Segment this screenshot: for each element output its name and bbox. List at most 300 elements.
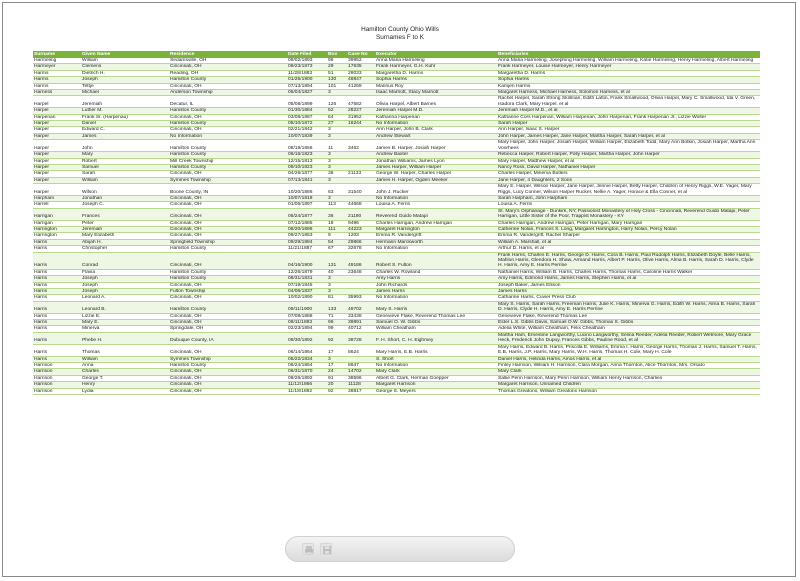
residence-cell: Decatur, IL — [169, 96, 287, 108]
date-filed-cell: 10/07/1839 — [287, 133, 327, 139]
case-no-cell: 40712 — [347, 326, 375, 332]
box-cell: 3 — [327, 289, 347, 295]
date-filed-cell: 11/12/1866 — [287, 382, 327, 388]
box-cell: 91 — [327, 375, 347, 381]
table-row — [33, 252, 760, 269]
save-icon — [322, 545, 332, 555]
table-row — [33, 388, 760, 394]
surname-cell: Harrell — [33, 202, 81, 208]
box-cell: 92 — [327, 332, 347, 344]
beneficiaries-cell: Sarah Harper — [497, 121, 760, 127]
date-filed-cell: 01/06/1897 — [287, 202, 327, 208]
beneficiaries-cell: Thomas Greatorix, William Greatorix Harrison — [497, 388, 760, 394]
date-filed-cell: 06/31/1870 — [287, 369, 327, 375]
executor-cell: James B. Harper, Josiah Harper — [375, 140, 497, 152]
box-cell: 52 — [327, 108, 347, 114]
column-header: Beneficiaries — [497, 51, 760, 58]
residence-cell: Hamilton County — [169, 269, 287, 275]
beneficiaries-cell: Genevieve Flake, Reverend Thomas Lee — [497, 313, 760, 319]
given-name-cell: Leonard A. — [81, 295, 169, 301]
given-name-cell: Michael — [81, 90, 169, 96]
surname-cell: Harper — [33, 164, 81, 170]
box-cell: 3 — [327, 152, 347, 158]
given-name-cell: Flavia — [81, 269, 169, 275]
executor-cell: Marinus Roy — [375, 83, 497, 89]
case-no-cell: 31540 — [347, 184, 375, 196]
beneficiaries-cell: Catherine Nolan, Frances S. Long, Margaret Harrington, Harry Nolan, Percy Nolan — [497, 226, 760, 232]
residence-cell: Cincinnati, OH — [169, 295, 287, 301]
box-cell: 36 — [327, 171, 347, 177]
case-no-cell: 29866 — [347, 239, 375, 245]
box-cell: 29 — [327, 64, 347, 70]
beneficiaries-cell: Daniel Harris, Helinda Harris, Amos Harris, et al — [497, 356, 760, 362]
given-name-cell: Jeremiah — [81, 96, 169, 108]
beneficiaries-cell: Jane Harper, 4 Daughters, 2 Sons — [497, 177, 760, 183]
residence-cell: Cincinnati, OH — [169, 220, 287, 226]
surname-cell: Harms — [33, 83, 81, 89]
date-filed-cell: 05/04/1827 — [287, 90, 327, 96]
given-name-cell: Joseph — [81, 276, 169, 282]
box-cell: 36 — [327, 208, 347, 220]
surname-cell: Harris — [33, 239, 81, 245]
date-filed-cell: 09/11/1900 — [287, 301, 327, 313]
executor-cell: Louisa A. Ferris — [375, 202, 497, 208]
surname-cell: Harness — [33, 90, 81, 96]
date-filed-cell: 07/19/1845 — [287, 282, 327, 288]
residence-cell: Cincinnati, OH — [169, 202, 287, 208]
residence-cell: Sedamsville, OH — [169, 58, 287, 64]
case-no-cell: 31952 — [347, 114, 375, 120]
given-name-cell: Conrad — [81, 252, 169, 269]
given-name-cell: Jonathan — [81, 195, 169, 201]
box-cell: 3 — [327, 195, 347, 201]
case-no-cell: 38596 — [347, 375, 375, 381]
case-no-cell: 48847 — [347, 77, 375, 83]
column-header: Executor — [375, 51, 497, 58]
beneficiaries-cell: Katharine Cors Harpenan, William Harpenan, John Harpenan, Frank Harpenan Jr., Lizzie Wolter — [497, 114, 760, 120]
table-row — [33, 96, 760, 108]
given-name-cell: Henry — [81, 382, 169, 388]
case-no-cell: 11128 — [347, 382, 375, 388]
executor-cell: Ann Harper, John B. Clark — [375, 127, 497, 133]
column-header: Surname — [33, 51, 81, 58]
date-filed-cell: 07/08/1888 — [287, 313, 327, 319]
executor-cell: Isaac Marriott, Stacy Marriott — [375, 90, 497, 96]
box-cell: 3 — [327, 158, 347, 164]
surname-cell: Harpenan — [33, 114, 81, 120]
executor-cell: No Information — [375, 362, 497, 368]
residence-cell: Springfield Township — [169, 239, 287, 245]
beneficiaries-cell: James Harris — [497, 289, 760, 295]
residence-cell: Anderson Township — [169, 90, 287, 96]
residence-cell: Hamilton County — [169, 77, 287, 83]
case-no-cell: 38817 — [347, 388, 375, 394]
box-cell: 63 — [327, 184, 347, 196]
beneficiaries-cell: William A. Marshall, et al — [497, 239, 760, 245]
given-name-cell: Peter — [81, 220, 169, 226]
date-filed-cell: 09/10/1823 — [287, 164, 327, 170]
beneficiaries-cell: Sallie Perin Harrison, Mary Perin Harrison, William Henry Harrison, Charlies — [497, 375, 760, 381]
date-filed-cell: 05/10/1872 — [287, 121, 327, 127]
case-no-cell: 41269 — [347, 83, 375, 89]
executor-cell: Sophia Harms — [375, 77, 497, 83]
residence-cell: Symmes Township — [169, 177, 287, 183]
beneficiaries-cell: Joseph Baker, James Ellison — [497, 282, 760, 288]
given-name-cell: Mary E. — [81, 320, 169, 326]
table-body — [33, 58, 760, 394]
case-no-cell: 1203 — [347, 233, 375, 239]
residence-cell: Hamilton County — [169, 246, 287, 252]
beneficiaries-cell: Margaret Harness, Michael Harness, Solomon Harness, et al — [497, 90, 760, 96]
given-name-cell: Jeremiah — [81, 226, 169, 232]
box-cell: 71 — [327, 313, 347, 319]
date-filed-cell: 11/28/1883 — [287, 70, 327, 76]
executor-cell: Mary S. Harris — [375, 301, 497, 313]
date-filed-cell: 04/06/1837 — [287, 289, 327, 295]
surname-cell: Harrison — [33, 382, 81, 388]
executor-cell: Jonathan Williams, James Lyon — [375, 158, 497, 164]
surname-cell: Harrington — [33, 233, 81, 239]
surname-cell: Harper — [33, 127, 81, 133]
table-row — [33, 301, 760, 313]
case-no-cell: 47682 — [347, 96, 375, 108]
given-name-cell: William — [81, 356, 169, 362]
beneficiaries-cell: Mary S. Harris, Sarah Harris, Freeman Harris, Julie K. Harris, Minerva G. Harris, Edith W. Harris, Alma B. Harris, Sarah D. Harris, Clyde H. Harris, Amy E. Harris Perrine — [497, 301, 760, 313]
given-name-cell: Abijah H. — [81, 239, 169, 245]
beneficiaries-cell: Rachel Harpel, Sarah Strong Skillman, Edith Lattin, Frank Smallwood, Olivia Harpel, Mary C. Smallwood, Ida V. Green, Isadora Clark, Mary Harpel, et al — [497, 96, 760, 108]
residence-cell: Cincinnati, OH — [169, 252, 287, 269]
residence-cell: Hamilton County — [169, 164, 287, 170]
print-button[interactable] — [302, 543, 314, 555]
date-filed-cell: 10/20/1886 — [287, 184, 327, 196]
executor-cell: S. Short — [375, 356, 497, 362]
given-name-cell: Joseph — [81, 77, 169, 83]
box-cell: 3 — [327, 282, 347, 288]
executor-cell: Amy Harris — [375, 276, 497, 282]
given-name-cell: Edward C. — [81, 127, 169, 133]
given-name-cell: Lizzie E. — [81, 313, 169, 319]
residence-cell: Hamilton County — [169, 140, 287, 152]
box-cell: 64 — [327, 114, 347, 120]
residence-cell: Hamilton County — [169, 108, 287, 114]
executor-cell: John J. Rucker — [375, 184, 497, 196]
date-filed-cell: 06/24/1864 — [287, 362, 327, 368]
surname-cell: Harris — [33, 326, 81, 332]
given-name-cell: Lydia — [81, 388, 169, 394]
surname-cell: Harris — [33, 252, 81, 269]
surname-cell: Harris — [33, 282, 81, 288]
beneficiaries-cell: Amy Harris, Edmond Harris, James Harris, Stephen Harris, et al — [497, 276, 760, 282]
given-name-cell: Clemens — [81, 64, 169, 70]
surname-cell: Harpel — [33, 96, 81, 108]
given-name-cell: Mary — [81, 152, 169, 158]
executor-cell: Andrew Baxter — [375, 152, 497, 158]
surname-cell: Harris — [33, 295, 81, 301]
surname-cell: Harris — [33, 289, 81, 295]
surname-cell: Harper — [33, 177, 81, 183]
table-row — [33, 184, 760, 196]
beneficiaries-cell: John Harper, James Harper, Jane Harper, Martha Harper, Sarah Harper, et al — [497, 133, 760, 139]
case-no-cell: 23648 — [347, 269, 375, 275]
beneficiaries-cell: Jeremiah Harpel M.D., et al — [497, 108, 760, 114]
surname-cell: Harpel — [33, 108, 81, 114]
residence-cell: Hamilton County — [169, 276, 287, 282]
residence-cell: Dubuque County, IA — [169, 332, 287, 344]
surname-cell: Harper — [33, 171, 81, 177]
executor-cell: Jeremiah Harpel M.D. — [375, 108, 497, 114]
surname-cell: Harrigan — [33, 220, 81, 226]
given-name-cell: Minerva — [81, 326, 169, 332]
case-no-cell: 38728 — [347, 332, 375, 344]
beneficiaries-cell: St. Mary's Orphanage - Dunkirk, NY, Passionist Monastery of Holy Cross - Cincinnati, Reverend Guido Matapi, Peter Harrigan, Little Sister of the Poor, Trappist Monastery - KY — [497, 208, 760, 220]
box-cell: 17 — [327, 362, 347, 368]
residence-cell: Symmes Township — [169, 356, 287, 362]
date-filed-cell: 05/24/1877 — [287, 208, 327, 220]
beneficiaries-cell: Frank Harris, Charles E. Harris, George D. Harris, Cora B. Harris, Paul Rudolph Harris, Elizabeth Doyle, Belle Harris, Mahlon Harris, Glendora H. Shaw, Armand Harris, Albert P. Harris, Olive Harris, Alma B. Harris, Sarah D. Harris, Clyde H. Harris, Amy E. Harris Perrine — [497, 252, 760, 269]
given-name-cell: Phebe H. — [81, 332, 169, 344]
beneficiaries-cell: Nancy Ross, David Harper, Nathaniel Harper — [497, 164, 760, 170]
surname-cell: Harris — [33, 344, 81, 356]
given-name-cell: Frances — [81, 208, 169, 220]
given-name-cell: Joseph — [81, 282, 169, 288]
beneficiaries-cell: Sarah Harpham, John Harpham — [497, 195, 760, 201]
date-filed-cell: 11/21/1887 — [287, 246, 327, 252]
residence-cell: Cincinnati, OH — [169, 114, 287, 120]
surname-cell: Harris — [33, 320, 81, 326]
surname-cell: Harrison — [33, 369, 81, 375]
residence-cell: Cincinnati, OH — [169, 208, 287, 220]
case-no-cell: 44223 — [347, 226, 375, 232]
surname-cell: Harris — [33, 313, 81, 319]
case-no-cell: 8647 — [347, 362, 375, 368]
executor-cell: Margaretha D. Harms — [375, 70, 497, 76]
beneficiaries-cell: Emma R. Vandergrift, Rachel Sharper — [497, 233, 760, 239]
box-cell: 54 — [327, 239, 347, 245]
box-cell: 18 — [327, 220, 347, 226]
beneficiaries-cell: Mary Harper, John Harper, Josiah Harper, William Harper, Elizabeth Todd, Mary Ann Botkin, Josiah Harper, Martha Ann Voorhees — [497, 140, 760, 152]
surname-cell: Harrington — [33, 226, 81, 232]
box-cell: 113 — [327, 202, 347, 208]
beneficiaries-cell: Charles Harrigan, Andrew Harrigan, Peter Harrigan, Mary Harrigan — [497, 220, 760, 226]
residence-cell: Hamilton County — [169, 152, 287, 158]
box-cell: 11 — [327, 140, 347, 152]
executor-cell: Albert G. Clark, Herman Goepper — [375, 375, 497, 381]
box-cell: 101 — [327, 83, 347, 89]
executor-cell: John Richards — [375, 282, 497, 288]
case-no-cell: 8624 — [347, 344, 375, 356]
surname-cell: Harper — [33, 140, 81, 152]
box-cell: 3 — [327, 164, 347, 170]
case-no-cell: 9496 — [347, 220, 375, 226]
surname-cell: Harms — [33, 77, 81, 83]
beneficiaries-cell: Adelia White, William Cheatham, Felix Cheatham — [497, 326, 760, 332]
case-no-cell: 39952 — [347, 58, 375, 64]
date-filed-cell: 11/18/1892 — [287, 388, 327, 394]
case-no-cell: 3462 — [347, 140, 375, 152]
given-name-cell: Leonard B. — [81, 301, 169, 313]
date-filed-cell: 08/19/1856 — [287, 140, 327, 152]
table-header-row — [33, 51, 760, 58]
date-filed-cell: 06/14/1864 — [287, 344, 327, 356]
date-filed-cell: 12/26/1879 — [287, 269, 327, 275]
box-cell: 130 — [327, 77, 347, 83]
date-filed-cell: 09/29/1884 — [287, 239, 327, 245]
surname-cell: Harms — [33, 70, 81, 76]
table-row — [33, 208, 760, 220]
box-cell: 96 — [327, 58, 347, 64]
executor-cell: No Information — [375, 195, 497, 201]
beneficiaries-cell: Arthur D. Harris, et al — [497, 246, 760, 252]
surname-cell: Harris — [33, 269, 81, 275]
date-filed-cell: 04/26/1877 — [287, 171, 327, 177]
box-cell: 3 — [327, 90, 347, 96]
residence-cell: Reading, OH — [169, 70, 287, 76]
date-filed-cell: 07/12/1885 — [287, 220, 327, 226]
date-filed-cell: 10/02/1890 — [287, 295, 327, 301]
case-no-cell: 32678 — [347, 246, 375, 252]
given-name-cell: Daniel — [81, 121, 169, 127]
residence-cell: Cincinnati, OH — [169, 64, 287, 70]
given-name-cell: Robert — [81, 158, 169, 164]
beneficiaries-cell: Margaretha D. Harms — [497, 70, 760, 76]
box-cell: 27 — [327, 121, 347, 127]
beneficiaries-cell: Kamjen Harms — [497, 83, 760, 89]
residence-cell: Cincinnati, OH — [169, 382, 287, 388]
wills-table — [33, 51, 760, 395]
executor-cell: George W. Harper, Charles Harper — [375, 171, 497, 177]
case-no-cell: 33438 — [347, 313, 375, 319]
residence-cell: Cincinnati, OH — [169, 375, 287, 381]
residence-cell: Boone County, IN — [169, 184, 287, 196]
surname-cell: Harris — [33, 301, 81, 313]
given-name-cell: Mary Elizabeth — [81, 233, 169, 239]
surname-cell: Harris — [33, 356, 81, 362]
given-name-cell: Sarah — [81, 171, 169, 177]
date-filed-cell: 03/08/1887 — [287, 114, 327, 120]
box-cell: 3 — [327, 276, 347, 282]
beneficiaries-cell: Ann Harper, Isaac S. Harper — [497, 127, 760, 133]
surname-cell: Harper — [33, 121, 81, 127]
box-cell: 51 — [327, 70, 347, 76]
executor-cell: Hermann Marckworth — [375, 239, 497, 245]
residence-cell: No Information — [169, 133, 287, 139]
box-cell: 111 — [327, 226, 347, 232]
given-name-cell: William — [81, 177, 169, 183]
beneficiaries-cell: Mary Clark — [497, 369, 760, 375]
title-line-2: Surnames F to K — [376, 33, 424, 41]
given-name-cell: John — [81, 140, 169, 152]
date-filed-cell: 09/27/1853 — [287, 233, 327, 239]
residence-cell: Cincinnati, OH — [169, 282, 287, 288]
beneficiaries-cell: Anna Maria Harmeling, Josephing Harmeling, William Harmeling, Katie Harmeling, Henry Harmeling, Albert Harmeling — [497, 58, 760, 64]
executor-cell: Robert S. Fulton — [375, 252, 497, 269]
case-no-cell: 44668 — [347, 202, 375, 208]
case-no-cell: 49702 — [347, 301, 375, 313]
box-cell: 40 — [327, 269, 347, 275]
executor-cell: Katharina Harpenan — [375, 114, 497, 120]
case-no-cell: 16244 — [347, 121, 375, 127]
executor-cell: Margaret Harrington — [375, 226, 497, 232]
date-filed-cell: 01/25/1900 — [287, 77, 327, 83]
residence-cell: Cincinnati, OH — [169, 233, 287, 239]
date-filed-cell: 09/23/1873 — [287, 64, 327, 70]
case-no-cell: 17635 — [347, 64, 375, 70]
date-filed-cell: 01/30/1884 — [287, 108, 327, 114]
executor-cell: F. H. Short, C. H. Eighmey — [375, 332, 497, 344]
date-filed-cell: 08/31/1831 — [287, 276, 327, 282]
box-cell: 24 — [327, 369, 347, 375]
box-cell: 96 — [327, 320, 347, 326]
box-cell: 126 — [327, 96, 347, 108]
beneficiaries-cell: Mary E. Harper, Wilson Harper, Jane Harper, Jennie Harper, Betty Harper, Children of Henry Riggs, W.E. Yager, Mary Riggs, Lucy Conner, Wilson Harper Rucker, Nellie A. Yager, Horace & Ella Conner, et al — [497, 184, 760, 196]
box-cell: 133 — [327, 301, 347, 313]
given-name-cell: Christopher — [81, 246, 169, 252]
date-filed-cell: 07/13/1894 — [287, 83, 327, 89]
beneficiaries-cell: Margaret Harrison, Unnamed Children — [497, 382, 760, 388]
beneficiaries-cell: Mary Harper, Matthew Harper, et al — [497, 158, 760, 164]
residence-cell: Fulton Township — [169, 289, 287, 295]
executor-cell: Frank Harmeyer, G.H. Kuhr — [375, 64, 497, 70]
box-cell: 9 — [327, 233, 347, 239]
date-filed-cell: 05/08/1899 — [287, 96, 327, 108]
beneficiaries-cell: Martha Ham, Ernestine Langworthy, Lucino Langworthy, Selina Reeder, Adelia Reeder, Robert Wetmore, Mary Grace Heck, Frederick John Dupuy, Frances Gibbs, Pauline Rood, et al — [497, 332, 760, 344]
table-row — [33, 332, 760, 344]
date-filed-cell: 09/02/1893 — [287, 58, 327, 64]
executor-cell: Samuel O. W. Gibbs — [375, 320, 497, 326]
surname-cell: Harper — [33, 133, 81, 139]
given-name-cell: Charles — [81, 369, 169, 375]
box-cell: 3 — [327, 177, 347, 183]
box-cell: 3 — [327, 127, 347, 133]
residence-cell: Hamilton County — [169, 301, 287, 313]
surname-cell: Harmeling — [33, 58, 81, 64]
executor-cell: Charles Harrigan, Andrew Harrigan — [375, 220, 497, 226]
residence-cell: Hamilton County — [169, 121, 287, 127]
surname-cell: Harrigan — [33, 208, 81, 220]
given-name-cell: George T. — [81, 375, 169, 381]
column-header: Date Filed — [287, 51, 327, 58]
date-filed-cell: 08/26/1892 — [287, 375, 327, 381]
beneficiaries-cell: Sophia Harms — [497, 77, 760, 83]
executor-cell: Genevieve Flake, Reverend Thomas Lee — [375, 313, 497, 319]
table-row — [33, 140, 760, 152]
executor-cell: Reverend Guido Matapi — [375, 208, 497, 220]
given-name-cell: Frank Sr. (Harpenau) — [81, 114, 169, 120]
case-no-cell: 28227 — [347, 108, 375, 114]
surname-cell: Harris — [33, 276, 81, 282]
beneficiaries-cell: Mary Harris, Edward B. Harris, Priscilla E. Williams, Emma I. Harris, George Harris, Thomas J. Harris, Samuel T. Harris, E.B. Harris, J.P. Harris, Mary Harris, W.H. Harris, Thomas H. Cole, Mary H. Cole — [497, 344, 760, 356]
surname-cell: Harrison — [33, 362, 81, 368]
executor-cell: No Information — [375, 121, 497, 127]
date-filed-cell: 02/21/1842 — [287, 127, 327, 133]
box-cell: 92 — [327, 388, 347, 394]
date-filed-cell: 02/23/1894 — [287, 326, 327, 332]
date-filed-cell: 08/20/1896 — [287, 226, 327, 232]
save-button[interactable] — [320, 543, 332, 555]
executor-cell: Mary Harris, E.B. Harris — [375, 344, 497, 356]
executor-cell: No Information — [375, 295, 497, 301]
column-header: Case No — [347, 51, 375, 58]
date-filed-cell: 12/15/1813 — [287, 158, 327, 164]
residence-cell: Cincinnati, OH — [169, 320, 287, 326]
given-name-cell: James — [81, 133, 169, 139]
beneficiaries-cell: Rebecca Harper, Robert Harper, Polly Harper, Martha Harper, John Harper — [497, 152, 760, 158]
executor-cell: William Cheatham — [375, 326, 497, 332]
date-filed-cell: 09/30/1892 — [287, 332, 327, 344]
executor-cell: No Information — [375, 246, 497, 252]
executor-cell: Anna Maria Harmeling — [375, 58, 497, 64]
beneficiaries-cell: Catharine Harris, Cuvier Press Club — [497, 295, 760, 301]
